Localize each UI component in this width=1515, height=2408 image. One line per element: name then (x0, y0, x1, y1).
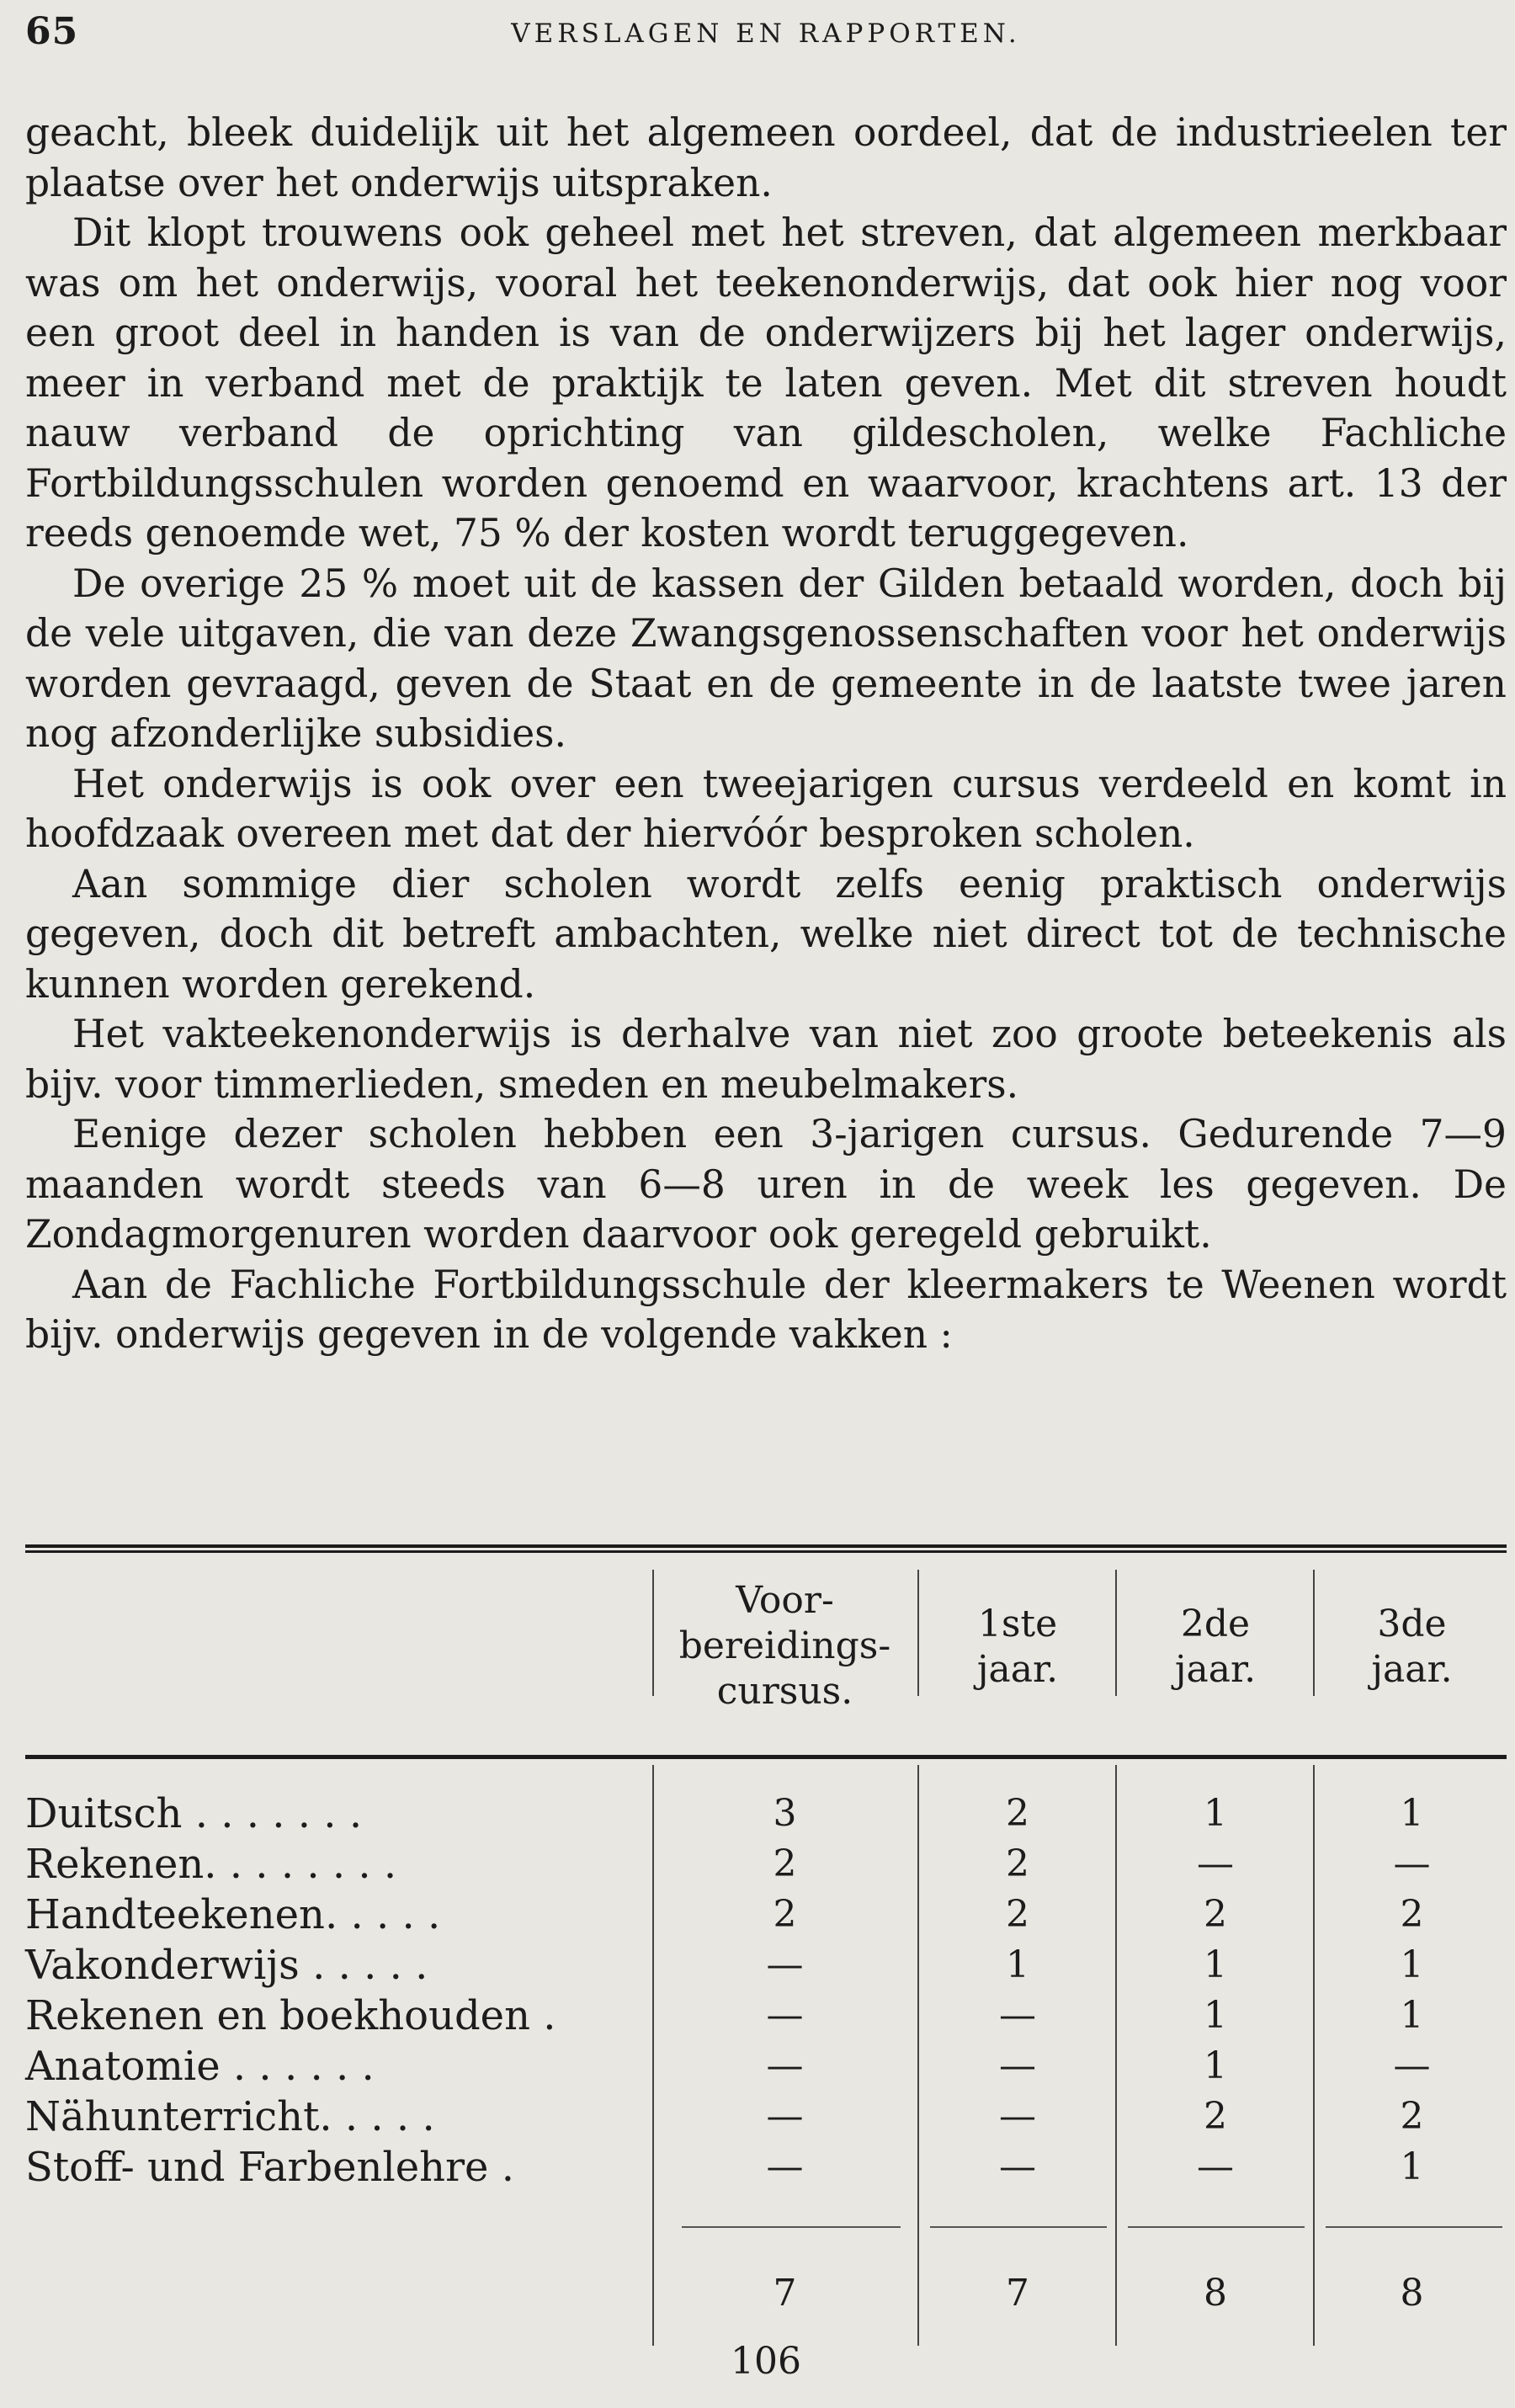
table-cell: — (999, 1994, 1036, 2037)
column-header-line: cursus. (716, 1670, 853, 1713)
table-cell: — (766, 2095, 804, 2138)
table-cell: 1 (1204, 1994, 1227, 2037)
table-cell: — (766, 2044, 804, 2087)
table-cell: 2 (1400, 2095, 1424, 2138)
table-cell: — (766, 2145, 804, 2188)
table-cell: — (999, 2095, 1036, 2138)
paragraph: De overige 25 % moet uit de kassen der Gilden betaald worden, doch bij de vele uitgaven, die van deze Zwangsgenossenschaften voor het onderwijs worden gevraagd, geven de Staat en de gemeente in de laatste twee jaren nog afzonderlijke subsidies. (25, 561, 1507, 756)
table-cell: — (1393, 1842, 1431, 1885)
column-header-voorbereiding (656, 1578, 913, 1714)
column-divider (917, 1765, 919, 2346)
table-header-rule (25, 1755, 1507, 1759)
sum-rule (682, 2226, 901, 2228)
row-label: Rekenen. . . . . . . . (25, 1841, 397, 1888)
column-header-line: Voor- (736, 1579, 834, 1622)
paragraph: Aan de Fachliche Fortbildungsschule der kleermakers te Weenen wordt bijv. onderwijs gegeven in de volgende vakken : (25, 1262, 1507, 1357)
body-text (25, 108, 1507, 1360)
table-cell: 1 (1204, 1943, 1227, 1986)
paragraph: Het onderwijs is ook over een tweejarigen cursus verdeeld en komt in hoofdzaak overeen met dat der hiervóór besproken scholen. (25, 761, 1507, 856)
paragraph: Dit klopt trouwens ook geheel met het streven, dat algemeen merkbaar was om het onderwijs, vooral het teekenonderwijs, dat ook hier nog voor een groot deel in handen is van de onderwijzers bij het lager onderwijs, meer in verband met de praktijk te laten geven. Met dit streven houdt nauw verband de oprichting van gildescholen, welke Fachliche Fortbildungsschulen worden genoemd en waarvoor, krachtens art. 13 der reeds genoemde wet, 75 % der kosten wordt teruggegeven. (25, 210, 1507, 555)
row-label: Handteekenen. . . . . (25, 1891, 441, 1938)
table-cell: 2 (1400, 1893, 1424, 1936)
table-cell: 1 (1204, 2044, 1227, 2087)
table-cell: — (766, 1994, 804, 2037)
column-header-2de-jaar (1119, 1602, 1311, 1693)
column-header-3de-jaar (1317, 1602, 1507, 1693)
sum-rule (930, 2226, 1107, 2228)
column-divider (917, 1570, 919, 1696)
row-label: Vakonderwijs . . . . . (25, 1942, 428, 1989)
row-label: Rekenen en boekhouden . (25, 1992, 556, 2039)
table-cell: — (1197, 1842, 1234, 1885)
table-cell: 2 (1204, 2095, 1227, 2138)
table-cell: — (999, 2145, 1036, 2188)
sum-rule (1326, 2226, 1502, 2228)
column-header-line: bereidings- (678, 1624, 891, 1667)
document-page (25, 0, 1507, 2408)
column-divider (1115, 1570, 1117, 1696)
column-header-1ste-jaar (922, 1602, 1114, 1693)
table-cell: 2 (1006, 1893, 1029, 1936)
header-page-number: 65 (25, 10, 79, 53)
sum-rule (1128, 2226, 1305, 2228)
column-header-line: jaar. (1174, 1648, 1257, 1691)
total-cell: 8 (1400, 2272, 1424, 2315)
table-cell: 2 (1006, 1842, 1029, 1885)
table-cell: — (766, 1943, 804, 1986)
table-cell: — (1393, 2044, 1431, 2087)
column-divider (1313, 1570, 1315, 1696)
column-divider (652, 1765, 654, 2346)
column-header-line: 1ste (977, 1603, 1058, 1645)
table-cell: 3 (773, 1792, 797, 1835)
paragraph: Eenige dezer scholen hebben een 3-jarigen cursus. Gedurende 7—9 maanden wordt steeds van 6—8 uren in de week les gegeven. De Zondagmorgenuren worden daarvoor ook geregeld gebruikt. (25, 1112, 1507, 1257)
total-cell: 8 (1204, 2272, 1227, 2315)
column-header-line: jaar. (976, 1648, 1059, 1691)
table-cell: 1 (1006, 1943, 1029, 1986)
table-cell: 1 (1400, 1994, 1424, 2037)
total-cell: 7 (773, 2272, 797, 2315)
total-cell: 7 (1006, 2272, 1029, 2315)
table-cell: 2 (773, 1893, 797, 1936)
column-header-line: 2de (1180, 1603, 1251, 1645)
column-header-line: 3de (1377, 1603, 1447, 1645)
paragraph: Het vakteekenonderwijs is derhalve van niet zoo groote beteekenis als bijv. voor timmerlieden, smeden en meubelmakers. (25, 1012, 1507, 1107)
row-label: Stoff- und Farbenlehre . (25, 2144, 514, 2191)
table-cell: 1 (1204, 1792, 1227, 1835)
paragraph: geacht, bleek duidelijk uit het algemeen oordeel, dat de industrieelen ter plaatse over het onderwijs uitspraken. (25, 110, 1507, 205)
column-header-line: jaar. (1371, 1648, 1453, 1691)
table-cell: — (999, 2044, 1036, 2087)
table-top-rule (25, 1544, 1507, 1553)
column-divider (1115, 1765, 1117, 2346)
footer-page-number: 106 (731, 2340, 801, 2383)
running-title: VERSLAGEN EN RAPPORTEN. (511, 19, 1021, 49)
row-label: Anatomie . . . . . . (25, 2043, 375, 2090)
table-cell: 1 (1400, 1943, 1424, 1986)
table-cell: — (1197, 2145, 1234, 2188)
column-divider (652, 1570, 654, 1696)
table-cell: 2 (1204, 1893, 1227, 1936)
row-label: Duitsch . . . . . . . (25, 1790, 363, 1837)
table-cell: 1 (1400, 1792, 1424, 1835)
row-label: Nähunterricht. . . . . (25, 2093, 435, 2140)
table-cell: 2 (1006, 1792, 1029, 1835)
table-cell: 2 (773, 1842, 797, 1885)
page-header (25, 10, 1507, 61)
paragraph: Aan sommige dier scholen wordt zelfs eenig praktisch onderwijs gegeven, doch dit betreft ambachten, welke niet direct tot de technische kunnen worden gerekend. (25, 861, 1507, 1007)
table-cell: 1 (1400, 2145, 1424, 2188)
column-divider (1313, 1765, 1315, 2346)
